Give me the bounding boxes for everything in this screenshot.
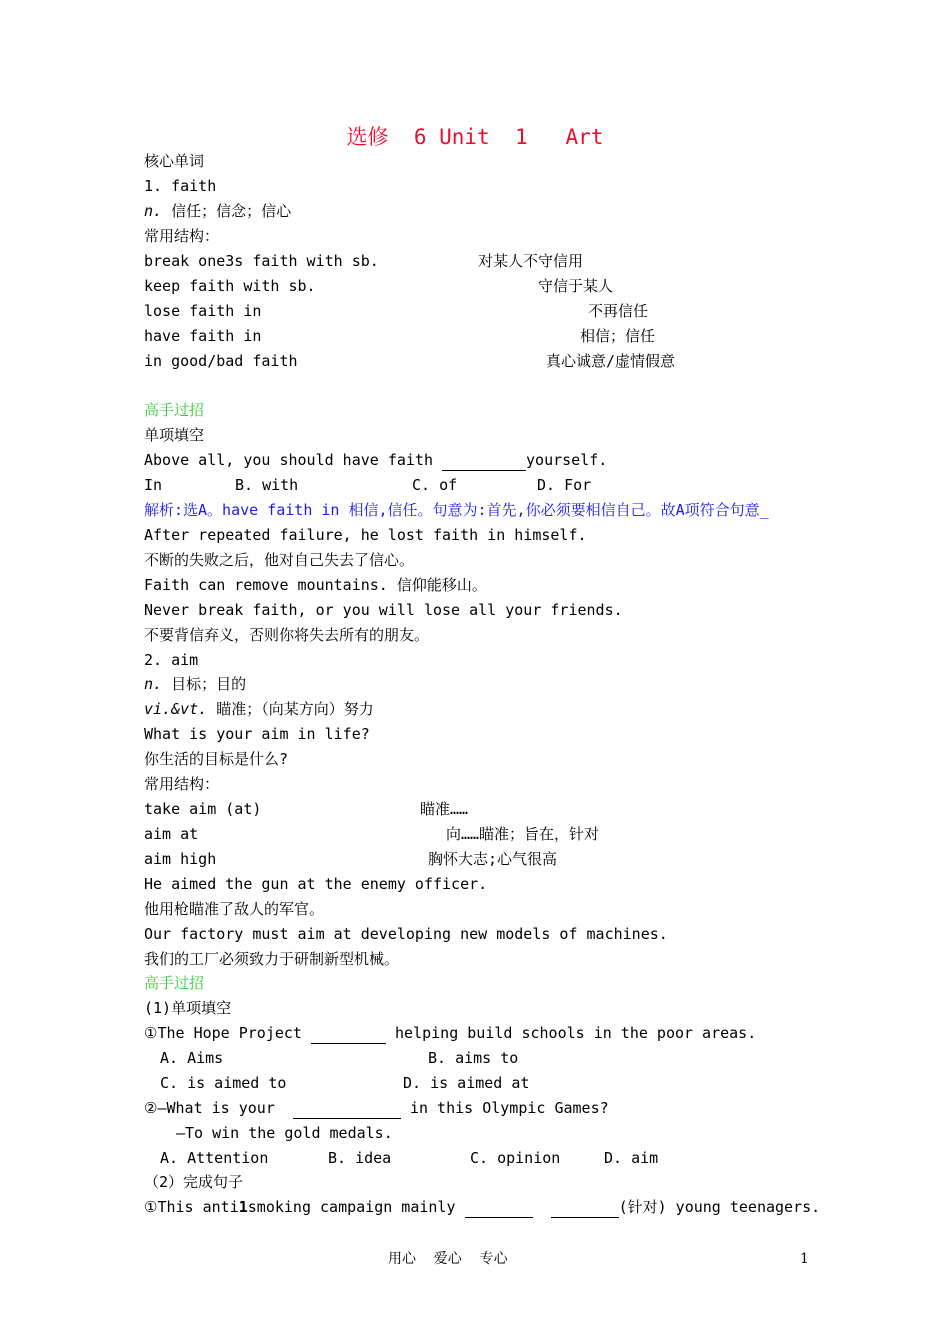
option: D. is aimed at <box>403 1074 530 1092</box>
example-sentence: Never break faith, or you will lose all your friends. <box>144 601 623 619</box>
structure-en: aim high <box>144 850 217 868</box>
example-sentence: 我们的工厂必须致力于研制新型机械。 <box>144 950 400 968</box>
answer-blank <box>551 1197 619 1218</box>
option: D. aim <box>604 1149 659 1167</box>
exercise-type: 单项填空 <box>144 426 205 444</box>
structure-zh: 瞄准…… <box>420 800 469 818</box>
question: ②—What is your in this Olympic Games? <box>144 1099 609 1117</box>
dialog-reply: —To win the gold medals. <box>176 1124 393 1142</box>
practice-heading: 高手过招 <box>144 401 205 419</box>
example-sentence: 不要背信弃义，否则你将失去所有的朋友。 <box>144 626 430 644</box>
answer-analysis: 解析:选A。have faith in 相信,信任。句意为:首先,你必须要相信自己。故A项符合句意_ <box>144 501 769 519</box>
structure-en: break one3s faith with sb. <box>144 252 379 270</box>
exercise-type: (1)单项填空 <box>144 999 232 1017</box>
faith-definition <box>144 201 291 221</box>
structure-en: lose faith in <box>144 302 262 320</box>
option: In <box>144 476 163 494</box>
part-of-speech: n. <box>144 675 163 693</box>
structure-en: keep faith with sb. <box>144 277 316 295</box>
question: Above all, you should have faith yourself. <box>144 451 608 469</box>
structure-en: take aim (at) <box>144 800 262 818</box>
option: C. is aimed to <box>160 1074 287 1092</box>
structure-zh: 对某人不守信用 <box>478 252 584 270</box>
example-sentence: After repeated failure, he lost faith in himself. <box>144 526 587 544</box>
example-sentence: He aimed the gun at the enemy officer. <box>144 875 488 893</box>
answer-blank <box>293 1098 401 1119</box>
aim-definition-verb <box>144 699 374 719</box>
question: ①This anti1smoking campaign mainly (针对) young teenagers. <box>144 1198 821 1216</box>
structure-en: in good/bad faith <box>144 352 298 370</box>
exercise-type: （2）完成句子 <box>144 1173 244 1191</box>
structure-zh: 不再信任 <box>588 302 649 320</box>
footer-motto: 用心 爱心 专心 <box>388 1251 508 1267</box>
practice-heading: 高手过招 <box>144 974 205 992</box>
part-of-speech: n. <box>144 202 163 220</box>
option: D. For <box>537 476 592 494</box>
word-heading-aim: 2. aim <box>144 651 199 669</box>
aim-definition-noun <box>144 674 246 694</box>
answer-blank <box>442 450 526 471</box>
page-number: 1 <box>800 1251 809 1267</box>
page-title: 选修 6 Unit 1 Art <box>346 125 604 149</box>
structure-en: aim at <box>144 825 199 843</box>
structures-label: 常用结构： <box>144 227 220 245</box>
answer-blank <box>465 1197 533 1218</box>
example-sentence: What is your aim in life? <box>144 725 370 743</box>
definition-text: 信任；信念；信心 <box>162 202 292 220</box>
option: A. Aims <box>160 1049 224 1067</box>
answer-blank <box>311 1023 386 1044</box>
example-sentence: Faith can remove mountains. 信仰能移山。 <box>144 576 487 594</box>
structure-zh: 真心诚意/虚情假意 <box>546 352 676 370</box>
question: ①The Hope Project helping build schools in the poor areas. <box>144 1024 757 1042</box>
garbled-mark: 1 <box>238 1198 248 1216</box>
structure-zh: 胸怀大志;心气很高 <box>428 850 558 868</box>
option: B. aims to <box>428 1049 519 1067</box>
option: B. idea <box>328 1149 392 1167</box>
structure-zh: 相信；信任 <box>580 327 656 345</box>
example-sentence: 你生活的目标是什么? <box>144 750 289 768</box>
example-sentence: Our factory must aim at developing new models of machines. <box>144 925 668 943</box>
option: A. Attention <box>160 1149 269 1167</box>
part-of-speech: vi.&vt. <box>144 700 208 718</box>
section-heading: 核心单词 <box>144 152 205 170</box>
definition-text: 目标；目的 <box>162 675 247 693</box>
structure-zh: 守信于某人 <box>538 277 614 295</box>
option: C. opinion <box>470 1149 561 1167</box>
word-heading-faith: 1. faith <box>144 177 217 195</box>
structure-en: have faith in <box>144 327 262 345</box>
structures-label: 常用结构： <box>144 775 220 793</box>
structure-zh: 向……瞄准；旨在，针对 <box>446 825 600 843</box>
definition-text: 瞄准；（向某方向）努力 <box>207 700 374 718</box>
example-sentence: 他用枪瞄准了敌人的军官。 <box>144 900 325 918</box>
option: C. of <box>412 476 458 494</box>
example-sentence: 不断的失败之后，他对自己失去了信心。 <box>144 551 415 569</box>
option: B. with <box>235 476 299 494</box>
